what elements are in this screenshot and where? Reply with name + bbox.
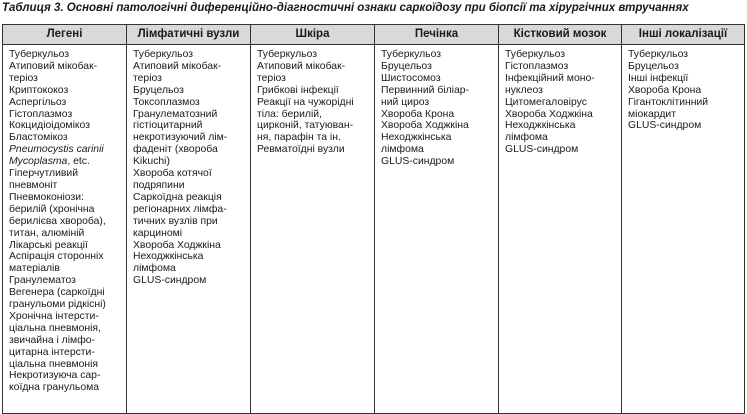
header-row bbox=[3, 25, 745, 45]
column-header: Кістковий мозок bbox=[499, 25, 622, 45]
list-item: Неходжкінська bbox=[505, 120, 576, 132]
list-item: Інші інфекції bbox=[628, 72, 689, 84]
list-item: Пневмоконіози: bbox=[9, 191, 84, 203]
list-item: берилієва хвороба), bbox=[9, 215, 106, 227]
list-item: Бруцельоз bbox=[628, 60, 679, 72]
table-caption: Таблиця 3. Основні патологічні диференційно-діагностичні ознаки саркоїдозу при біопсії та хірургічних втручаннях bbox=[2, 2, 689, 14]
column-cell bbox=[375, 45, 499, 414]
list-item: Кокцидіоідомікоз bbox=[9, 120, 90, 132]
list-item: ціальна пневмонія bbox=[9, 358, 99, 370]
list-item: Гіперчутливий bbox=[9, 168, 79, 180]
list-item: Гігантоклітинний bbox=[628, 96, 709, 108]
list-item: Бруцельоз bbox=[381, 60, 432, 72]
list-item: Mycoplasma, etc. bbox=[9, 156, 90, 168]
list-item: Хвороба котячої bbox=[133, 168, 212, 180]
list-item: Туберкульоз bbox=[628, 49, 688, 60]
list-item: Аспірація сторонніх bbox=[9, 251, 104, 263]
list-item: коїдна гранульома bbox=[9, 382, 100, 394]
list-item: фаденіт (хвороба bbox=[133, 144, 218, 156]
list-item: GLUS-синдром bbox=[381, 156, 455, 168]
list-item: Хвороба Крона bbox=[381, 108, 455, 120]
list-item: Туберкульоз bbox=[9, 49, 69, 60]
list-item: Атиповий мікобак- bbox=[9, 60, 98, 72]
list-item: Первинний біліар- bbox=[381, 84, 469, 96]
list-item: Хронічна інтерсти- bbox=[9, 310, 99, 322]
list-item: Токсоплазмоз bbox=[133, 96, 200, 108]
list-item: гранульоми рідкісні) bbox=[9, 299, 106, 311]
column-header: Лімфатичні вузли bbox=[127, 25, 251, 45]
list-item: берилій (хронічна bbox=[9, 203, 95, 215]
column-header: Печінка bbox=[375, 25, 499, 45]
table-row bbox=[3, 45, 745, 414]
list-item: Бластомікоз bbox=[9, 132, 68, 144]
list-item: Туберкульоз bbox=[133, 49, 193, 60]
list-item: Хвороба Ходжкіна bbox=[381, 120, 469, 132]
list-item: Pneumocystis carinii bbox=[9, 144, 104, 156]
list-item: тіла: берилій, bbox=[257, 108, 322, 120]
list-item: карциномі bbox=[133, 227, 183, 239]
list-item: Kikuchi) bbox=[133, 156, 170, 168]
column-cell bbox=[251, 45, 375, 414]
list-item: Гранулематоз bbox=[9, 275, 76, 287]
list-item: Вегенера (саркоїдні bbox=[9, 287, 105, 299]
list-item: титан, алюміній bbox=[9, 227, 85, 239]
list-item: Хвороба Крона bbox=[628, 84, 702, 96]
list-item: Хвороба Ходжкіна bbox=[505, 108, 593, 120]
list-item: регіонарних лімфа- bbox=[133, 203, 227, 215]
list-item: подряпини bbox=[133, 179, 185, 191]
column-header: Легені bbox=[3, 25, 127, 45]
list-item: ціальна пневмонія, bbox=[9, 322, 101, 334]
column-cell bbox=[127, 45, 251, 414]
list-item: Грибкові інфекції bbox=[257, 84, 339, 96]
column-header: Шкіра bbox=[251, 25, 375, 45]
list-item: ний цироз bbox=[381, 96, 430, 108]
list-item: Гістоплазмоз bbox=[9, 108, 73, 120]
list-item: Неходжкінська bbox=[133, 251, 204, 263]
list-item: тичних вузлів при bbox=[133, 215, 218, 227]
list-item: Шистосомоз bbox=[381, 72, 441, 84]
list-item: лімфома bbox=[381, 144, 424, 156]
list-item: теріоз bbox=[133, 72, 162, 84]
list-item: гістіоцитарний bbox=[133, 120, 203, 132]
list-item: ня, парафін та ін. bbox=[257, 132, 341, 144]
list-item: GLUS-синдром bbox=[133, 275, 207, 287]
list-item: нуклеоз bbox=[505, 84, 543, 96]
list-item: Неходжкінська bbox=[381, 132, 452, 144]
column-cell bbox=[3, 45, 127, 414]
list-item: Лікарські реакції bbox=[9, 239, 88, 251]
list-item: Туберкульоз bbox=[505, 49, 565, 60]
list-item: теріоз bbox=[257, 72, 286, 84]
list-item: Гранулематозний bbox=[133, 108, 218, 120]
list-item: Цитомегаловірус bbox=[505, 96, 587, 108]
list-item: цитарна інтерсти- bbox=[9, 346, 95, 358]
column-cell bbox=[622, 45, 745, 414]
list-item: некротизуючий лім- bbox=[133, 132, 228, 144]
list-item: Криптококоз bbox=[9, 84, 69, 96]
list-item: Саркоїдна реакція bbox=[133, 191, 222, 203]
list-item: цирконій, татуюван- bbox=[257, 120, 354, 132]
list-item: міокардит bbox=[628, 108, 676, 120]
list-item: матеріалів bbox=[9, 263, 60, 275]
list-item: Гістоплазмоз bbox=[505, 60, 569, 72]
column-cell bbox=[499, 45, 622, 414]
list-item: лімфома bbox=[505, 132, 548, 144]
list-item: звичайна і лімфо- bbox=[9, 334, 95, 346]
list-item: Хвороба Ходжкіна bbox=[133, 239, 221, 251]
list-item: GLUS-синдром bbox=[628, 120, 702, 132]
differential-diagnosis-table bbox=[2, 24, 745, 414]
list-item: Туберкульоз bbox=[257, 49, 317, 60]
list-item: Атиповий мікобак- bbox=[133, 60, 222, 72]
list-item: лімфома bbox=[133, 263, 176, 275]
list-item: Туберкульоз bbox=[381, 49, 441, 60]
list-item: Аспергільоз bbox=[9, 96, 67, 108]
list-item: пневмоніт bbox=[9, 179, 58, 191]
list-item: Атиповий мікобак- bbox=[257, 60, 346, 72]
column-header: Інші локалізації bbox=[622, 25, 745, 45]
list-item: Інфекційний моно- bbox=[505, 72, 595, 84]
list-item: GLUS-синдром bbox=[505, 144, 579, 156]
list-item: Ревматоїдні вузли bbox=[257, 144, 345, 156]
list-item: Некротизуюча сар- bbox=[9, 370, 101, 382]
list-item: теріоз bbox=[9, 72, 38, 84]
list-item: Бруцельоз bbox=[133, 84, 184, 96]
list-item: Реакції на чужорідні bbox=[257, 96, 354, 108]
